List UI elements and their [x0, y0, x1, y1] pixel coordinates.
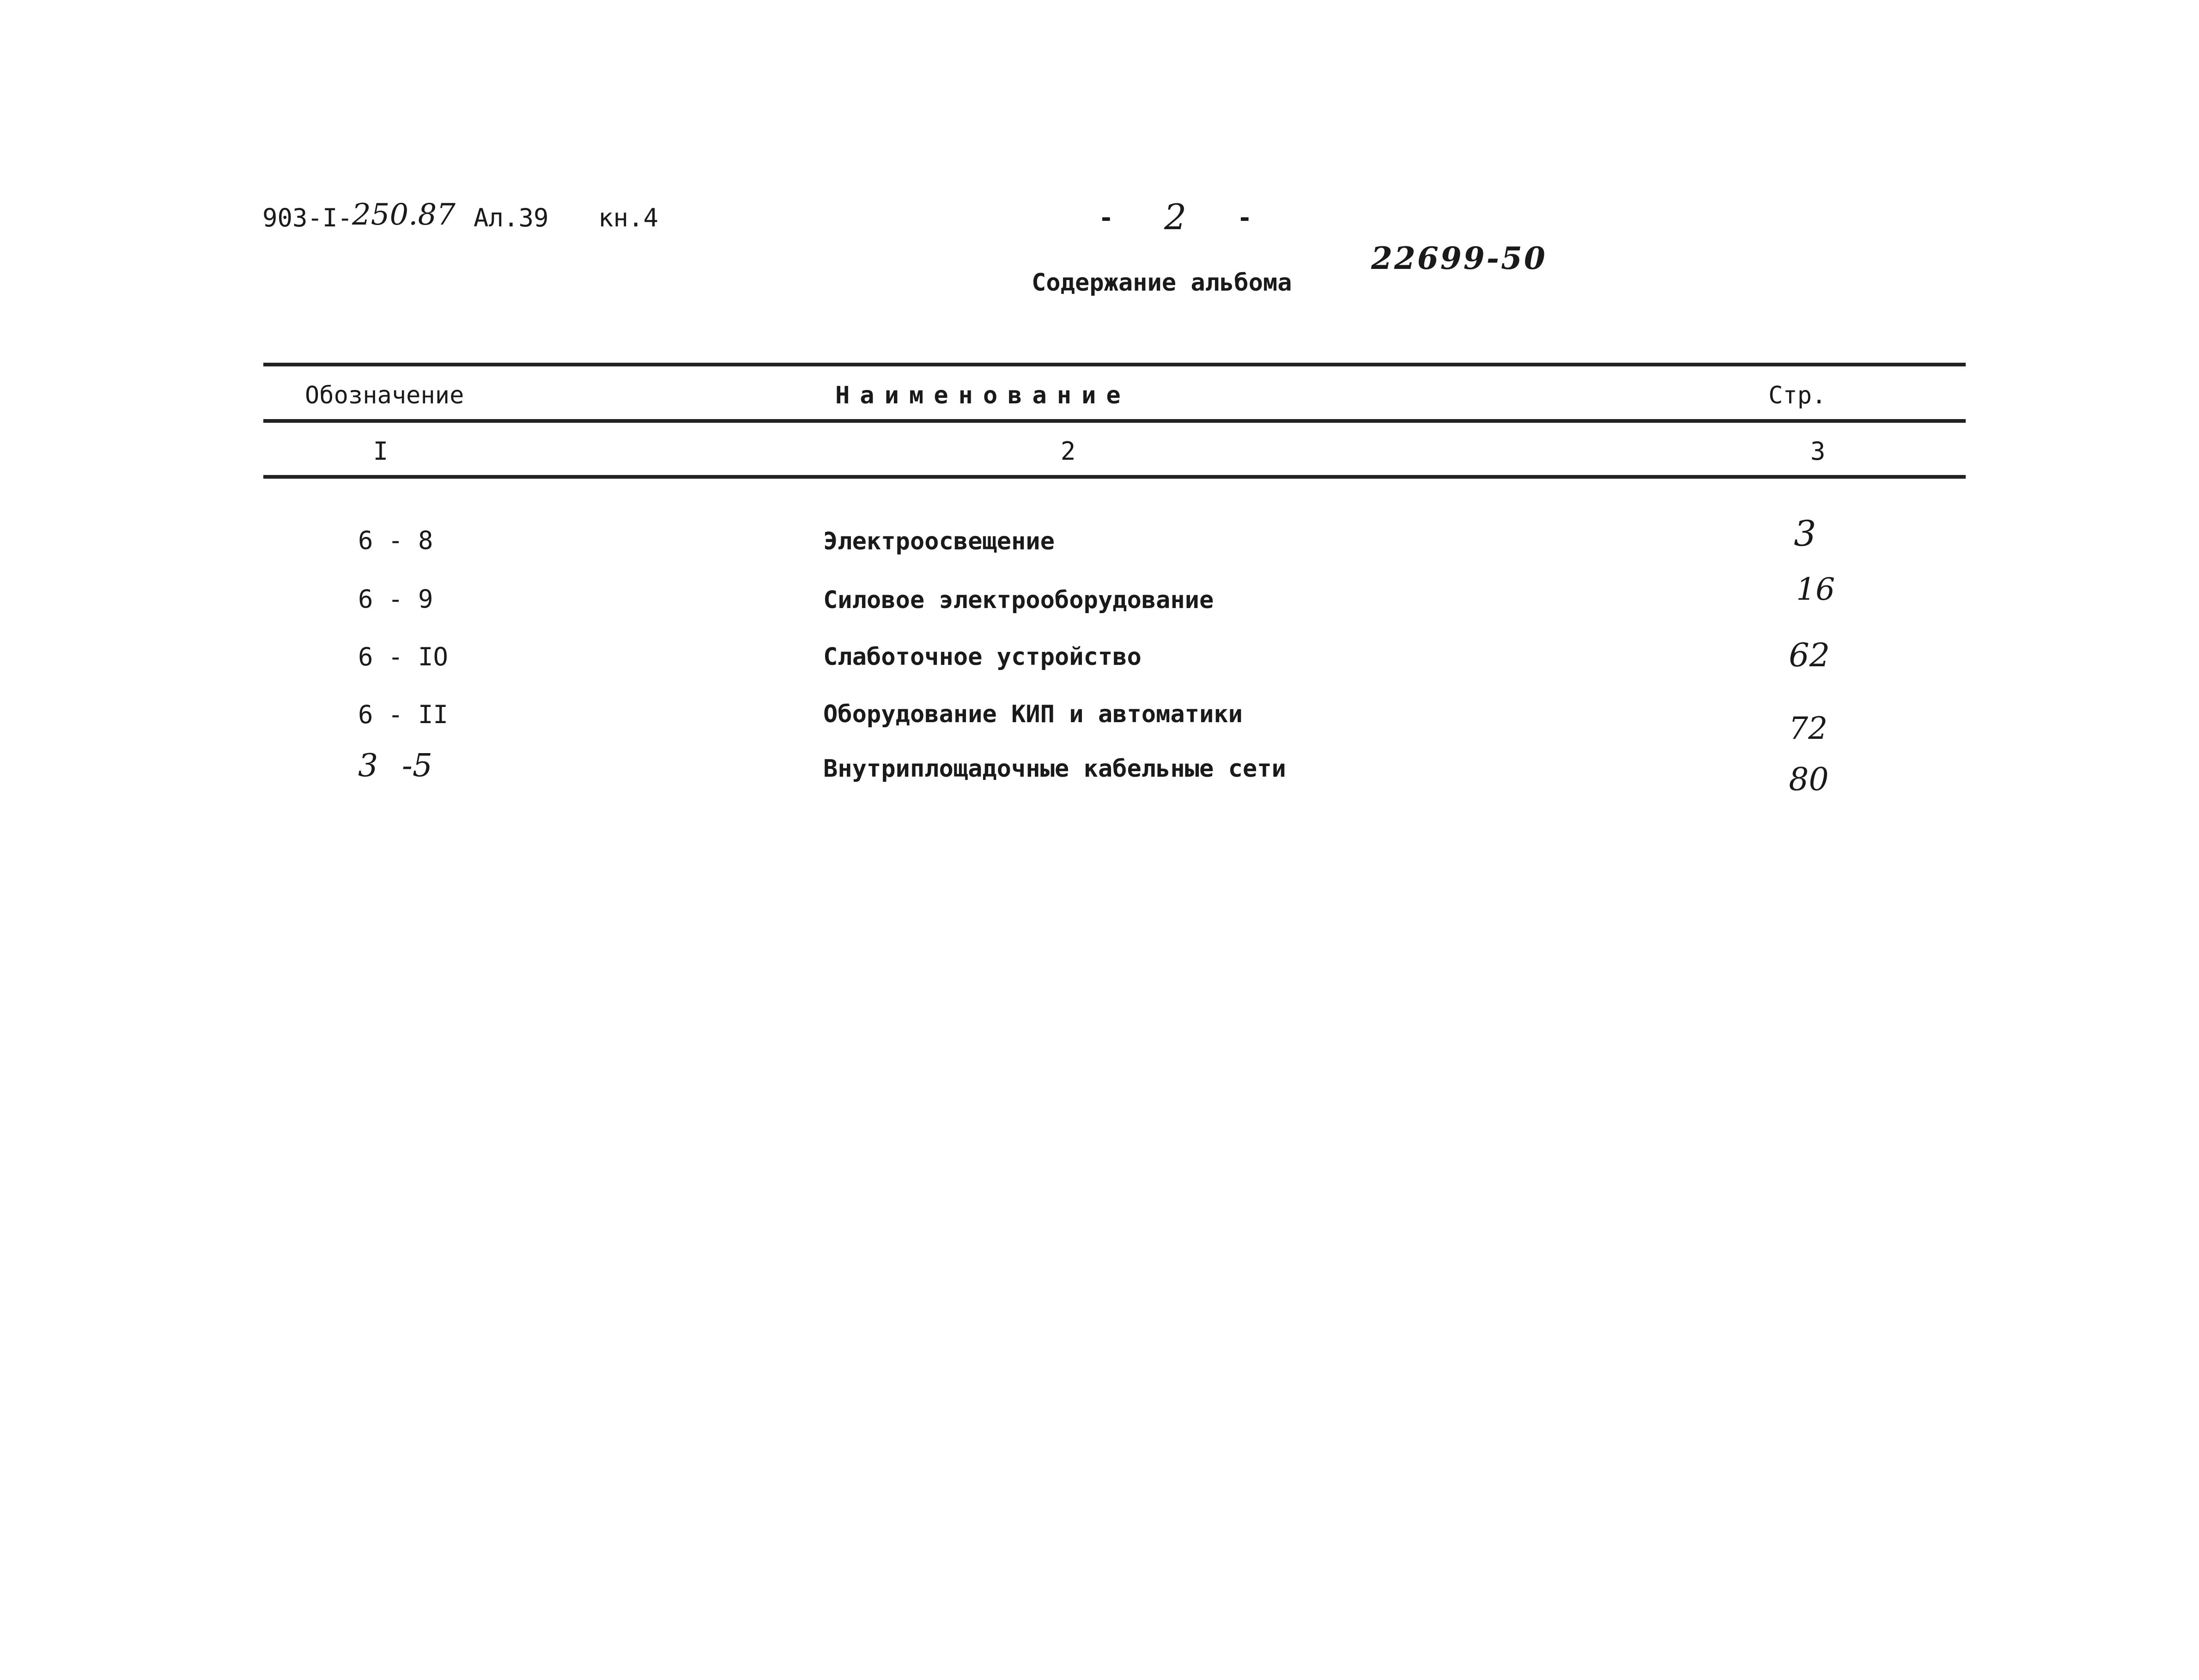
row-page-5: 80 [1789, 761, 1829, 798]
header-bottom-rule [263, 419, 1966, 423]
row-page-4: 72 [1789, 711, 1828, 746]
row-designation-1: 6 - 8 [358, 526, 433, 555]
row-page-1: 3 [1794, 513, 1816, 554]
page-dash-right: - [1237, 203, 1252, 232]
row-designation-4: 6 - II [358, 700, 449, 729]
column-number-3: 3 [1810, 437, 1826, 466]
row-designation-3: 6 - IO [358, 642, 449, 671]
column-header-designation: Обозначение [305, 382, 464, 409]
album-number: Ал.39 [474, 203, 549, 232]
numbering-bottom-rule [263, 475, 1966, 479]
row-name-5: Внутриплощадочные кабельные сети [823, 755, 1286, 783]
document-code-prefix: 903-I- [262, 203, 353, 232]
row-name-1: Электроосвещение [823, 528, 1055, 555]
page-title: Содержание альбома [1032, 269, 1292, 297]
page-dash-left: - [1099, 203, 1114, 232]
row-page-3: 62 [1789, 636, 1830, 674]
row-name-3: Слаботочное устройство [823, 643, 1142, 671]
row-designation-2: 6 - 9 [358, 584, 433, 614]
row-page-2: 16 [1796, 572, 1835, 607]
stamp-number: 22699-50 [1371, 240, 1547, 276]
column-header-page: Стр. [1768, 382, 1827, 409]
document-code-handwritten: 250.87 [352, 198, 456, 232]
column-header-name: Наименование [835, 382, 1131, 409]
column-number-1: I [373, 437, 389, 466]
table-top-rule [263, 363, 1966, 366]
book-number: кн.4 [598, 203, 659, 232]
page-number: 2 [1164, 196, 1187, 237]
row-name-4: Оборудование КИП и автоматики [823, 700, 1243, 728]
column-number-2: 2 [1060, 437, 1076, 466]
row-designation-5: 3 -5 [358, 748, 433, 784]
row-name-2: Силовое электрооборудование [823, 586, 1214, 614]
